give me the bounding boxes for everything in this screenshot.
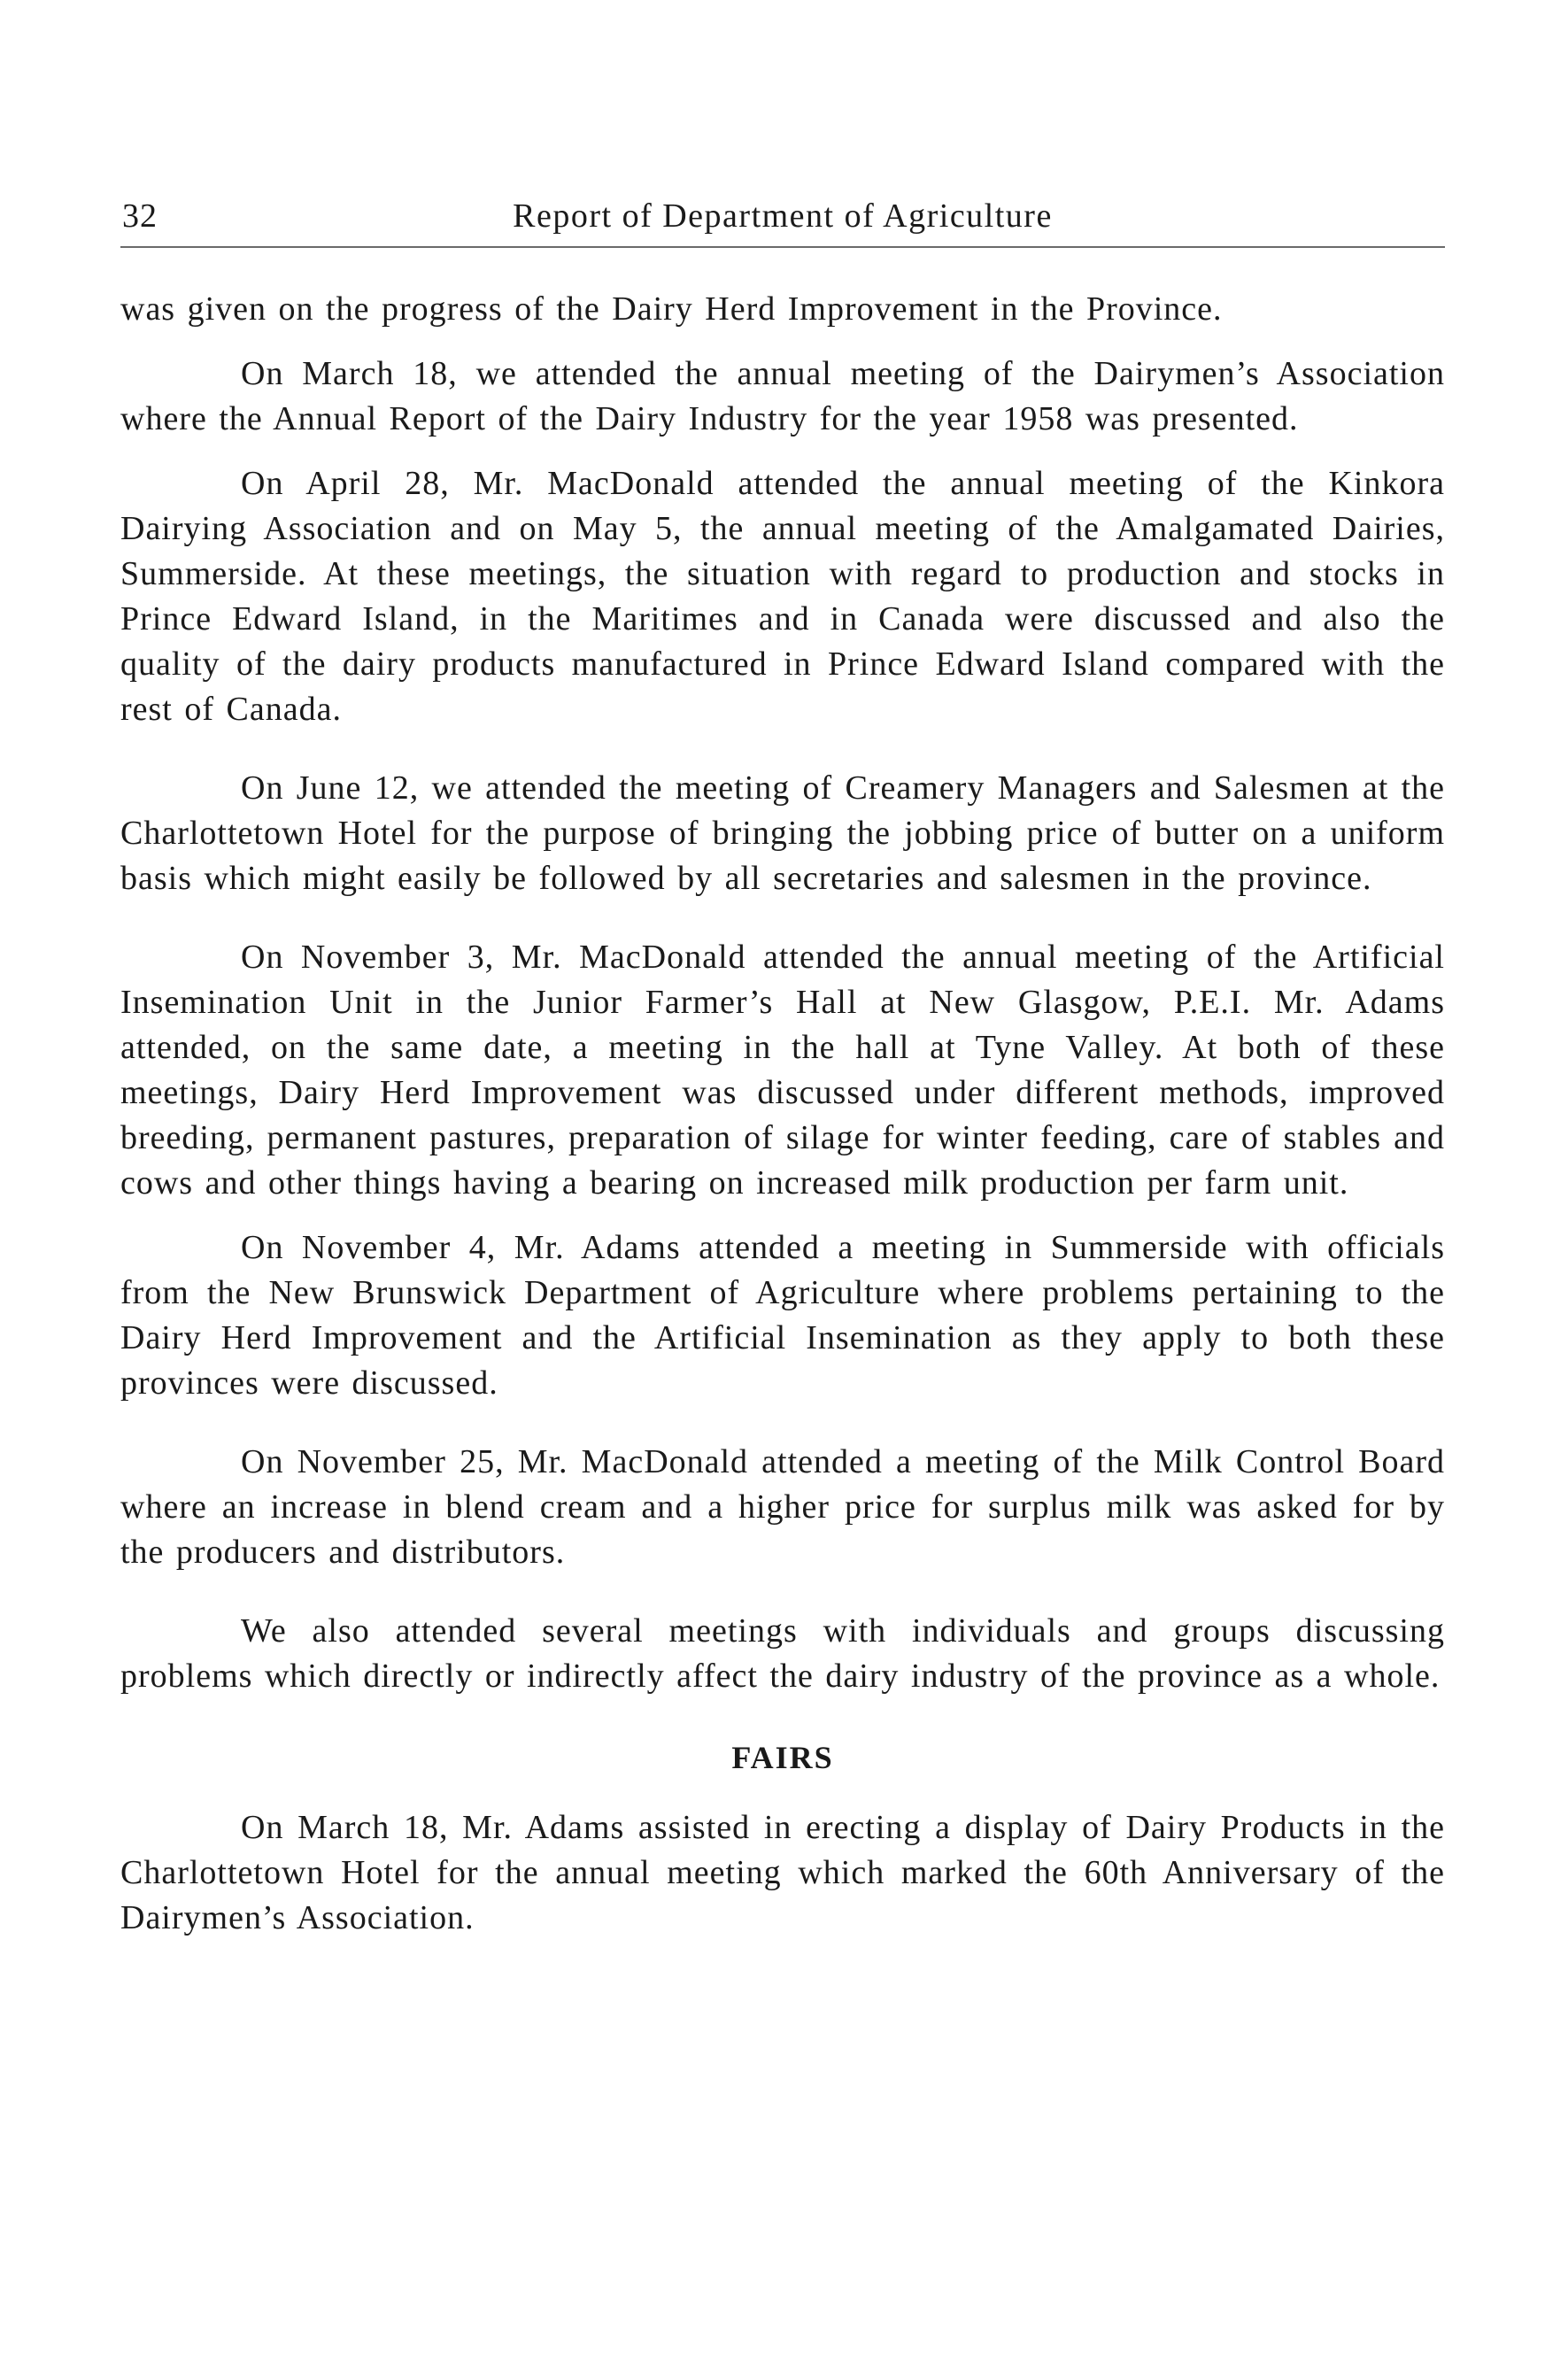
paragraph-continuation: was given on the progress of the Dairy Herd Improvement in the Province.	[120, 290, 1223, 328]
paragraph-november-3: On November 3, Mr. MacDonald attended the annual meeting of the Artificial Insemination Unit in the Junior Farmer’s Hall at New Glasgow, P.E.I. Mr. Adams attended, on the same date, a meeting in the hall at Tyne Valley. At both of these meetings, Dairy Herd Improvement was discussed under different methods, improved breeding, permanent pastures, preparation of silage for winter feeding, care of stables and cows and other things having a bearing on increased milk production per farm unit.	[120, 939, 1445, 1202]
paragraph-november-25: On November 25, Mr. MacDonald attended a meeting of the Milk Control Board where an increase in blend cream and a higher price for surplus milk was asked for by the producers and distributors.	[120, 1443, 1445, 1571]
paragraph-march-18: On March 18, we attended the annual meeting of the Dairymen’s Association where the Annual Report of the Dairy Industry for the year 1958 was presented.	[120, 355, 1445, 437]
page-number: 32	[122, 197, 158, 235]
header-rule	[120, 246, 1445, 248]
page-header	[120, 191, 1445, 244]
section-heading-fairs: FAIRS	[731, 1740, 834, 1775]
paragraph-april-28: On April 28, Mr. MacDonald attended the annual meeting of the Kinkora Dairying Association and on May 5, the annual meeting of the Amalgamated Dairies, Summerside. At these meetings, the situation with regard to production and stocks in Prince Edward Island, in the Maritimes and in Canada were discussed and also the quality of the dairy products manufactured in Prince Edward Island compared with the rest of Canada.	[120, 465, 1445, 728]
paragraph-several-meetings: We also attended several meetings with individuals and groups discussing problems which directly or indirectly affect the dairy industry of the province as a whole.	[120, 1612, 1445, 1695]
paragraph-fairs: On March 18, Mr. Adams assisted in erecting a display of Dairy Products in the Charlottetown Hotel for the annual meeting which marked the 60th Anniversary of the Dairymen’s Association.	[120, 1809, 1445, 1936]
paragraph-june-12: On June 12, we attended the meeting of Creamery Managers and Salesmen at the Charlottetown Hotel for the purpose of bringing the jobbing price of butter on a uniform basis which might easily be followed by all secretaries and salesmen in the province.	[120, 769, 1445, 897]
running-head: Report of Department of Agriculture	[513, 197, 1053, 235]
paragraph-november-4: On November 4, Mr. Adams attended a meeting in Summerside with officials from the New Brunswick Department of Agriculture where problems pertaining to the Dairy Herd Improvement and the Artificial Insemination as they apply to both these provinces were discussed.	[120, 1229, 1445, 1402]
body-text	[120, 287, 1445, 1941]
